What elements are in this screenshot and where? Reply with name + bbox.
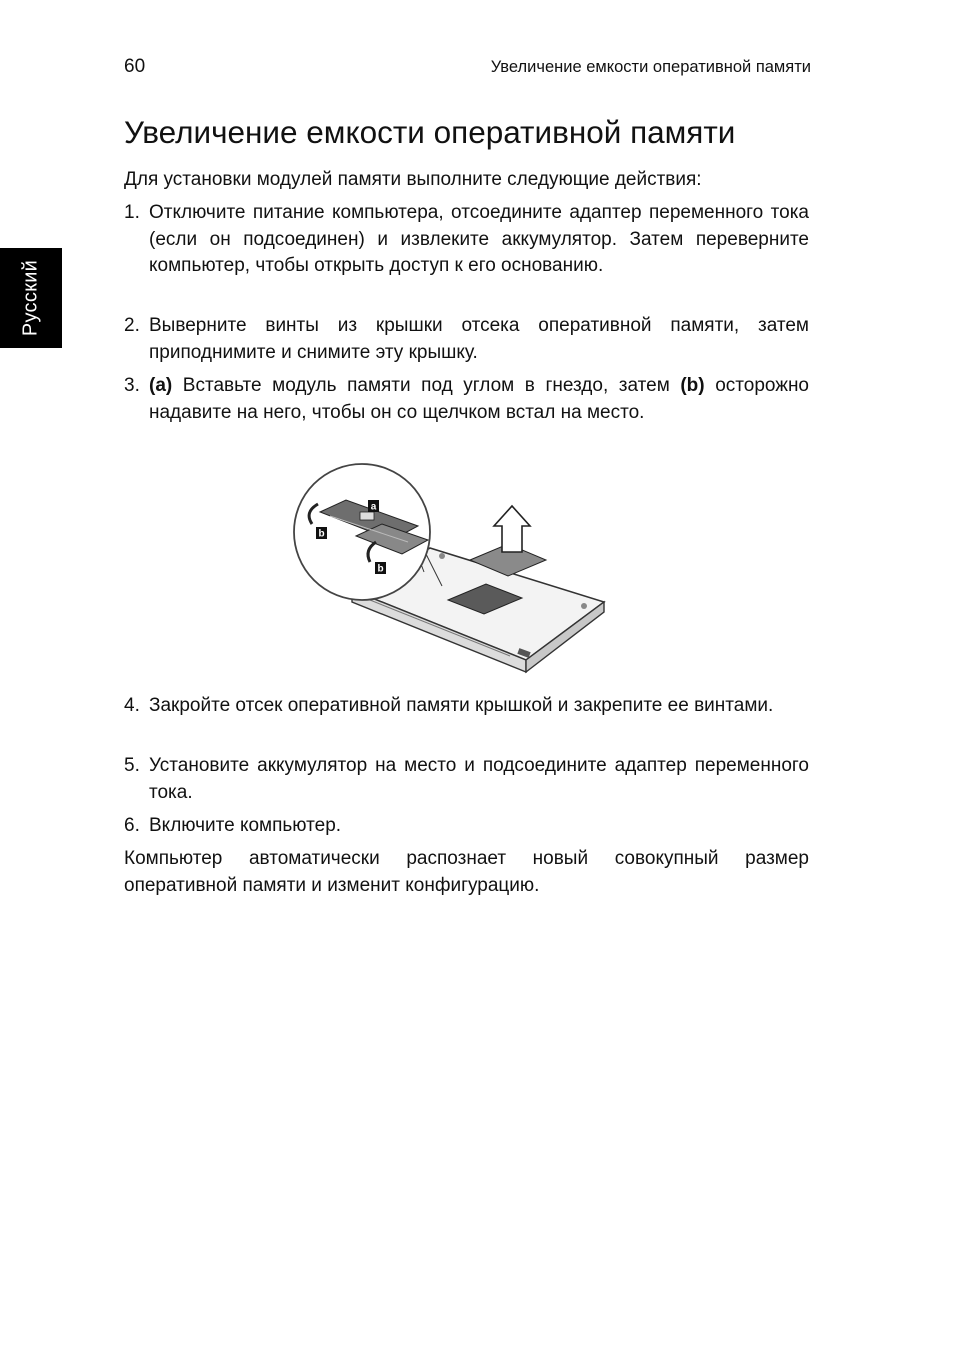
step-text: Установите аккумулятор на место и подсоедините адаптер переменного тока. [149,755,809,803]
step-number: 2. [124,315,140,336]
step-number: 3. [124,375,140,396]
step-text [149,373,809,426]
language-tab [0,248,62,348]
step-text: Отключите питание компьютера, отсоедините адаптер переменного тока (если он подсоединен) и извлеките аккумулятор. Затем переверните компьютер, чтобы открыть доступ к его основанию. [149,202,809,276]
callout-b-2: b [377,563,384,575]
callout-a: a [370,501,377,513]
step-text-a: Вставьте модуль памяти под углом в гнездо, затем [172,375,681,396]
step-number: 1. [124,202,140,223]
step-1 [124,200,809,280]
step-3 [124,373,809,426]
step-number: 6. [124,815,140,836]
step-6 [124,813,809,840]
step-number: 4. [124,695,140,716]
step-number: 5. [124,755,140,776]
step-text: Закройте отсек оперативной памяти крышкой и закрепите ее винтами. [149,695,774,716]
step-5 [124,753,809,806]
step-label-b: (b) [680,375,705,396]
page-number: 60 [124,56,146,77]
memory-installation-illustration [290,460,610,680]
running-header: Увеличение емкости оперативной памяти [490,58,811,76]
outro-paragraph: Компьютер автоматически распознает новый совокупный размер оперативной памяти и изменит конфигурацию. [124,848,809,896]
step-4 [124,693,809,720]
magnified-detail-circle [294,464,430,600]
step-label-a: (a) [149,375,173,396]
step-2 [124,313,809,366]
up-arrow-icon [494,506,530,552]
language-tab-label: Русский [19,259,42,337]
intro-paragraph: Для установки модулей памяти выполните следующие действия: [124,169,702,190]
step-text-b: осторожно надавите на него, чтобы он со щелчком встал на место. [149,375,810,423]
callout-b: b [318,528,325,540]
step-text: Выверните винты из крышки отсека оперативной памяти, затем приподнимите и снимите эту крышку. [149,315,809,363]
page-title: Увеличение емкости оперативной памяти [124,114,736,150]
step-text: Включите компьютер. [149,815,342,836]
